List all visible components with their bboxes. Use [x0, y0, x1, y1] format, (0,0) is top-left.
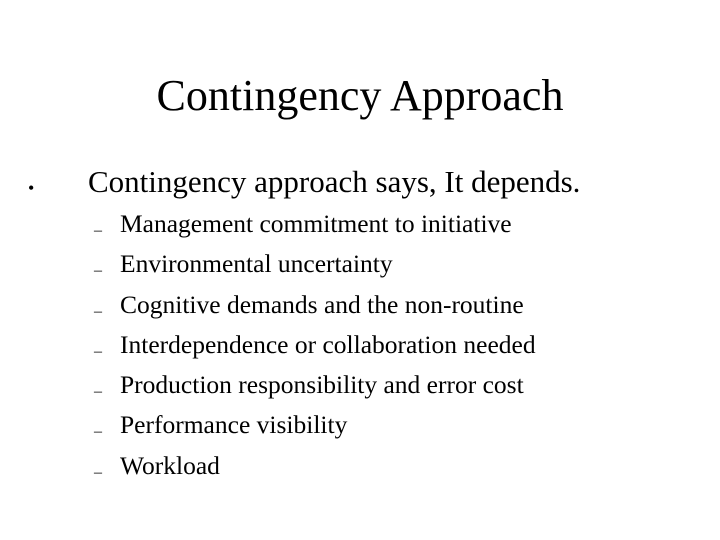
dash-icon: –: [94, 222, 102, 239]
dash-icon: –: [94, 463, 102, 481]
list-item: [0, 244, 720, 284]
sub-item-text: Environmental uncertainty: [120, 249, 393, 279]
sub-bullet-list: [0, 204, 720, 486]
list-item: [0, 285, 720, 325]
sub-item-text: Cognitive demands and the non-routine: [120, 289, 524, 319]
sub-item-text: Interdependence or collaboration needed: [120, 329, 536, 359]
list-item: [0, 325, 720, 365]
list-item: [0, 446, 720, 486]
sub-item-text: Workload: [120, 450, 220, 480]
bullet-dot-icon: •: [28, 178, 35, 198]
list-item: [0, 405, 720, 445]
dash-icon: –: [94, 383, 102, 401]
sub-item-text: Performance visibility: [120, 410, 348, 440]
sub-item-text: Production responsibility and error cost: [120, 370, 524, 400]
dash-icon: –: [94, 302, 102, 320]
dash-icon: –: [94, 342, 102, 360]
dash-icon: –: [94, 423, 102, 441]
main-bullet-text: Contingency approach says, It depends.: [88, 164, 581, 199]
slide-title: Contingency Approach: [156, 71, 564, 120]
list-item: [0, 365, 720, 405]
main-bullet: [0, 160, 720, 204]
list-item: [0, 204, 720, 244]
sub-item-text: Management commitment to initiative: [120, 209, 512, 238]
dash-icon: –: [94, 262, 102, 280]
